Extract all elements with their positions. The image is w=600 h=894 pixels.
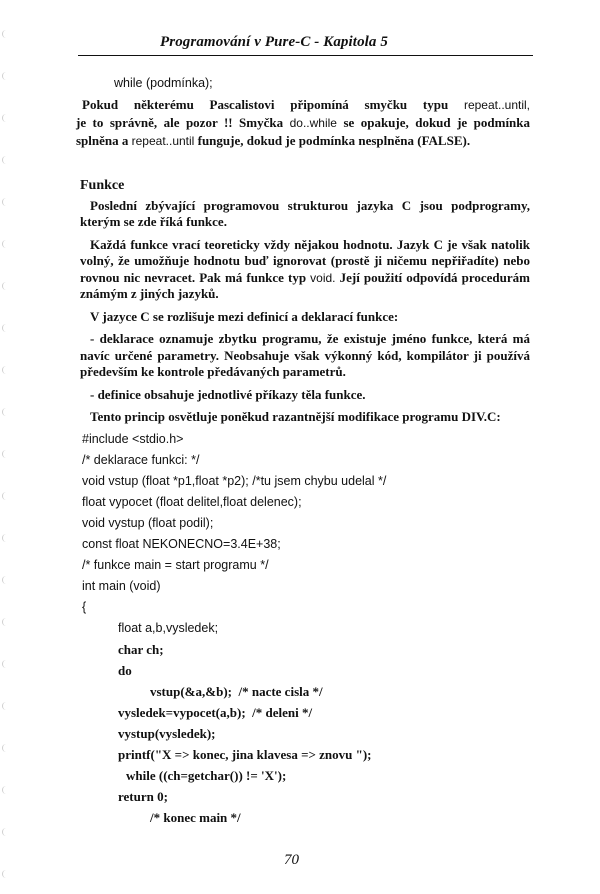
intro-line-2: je to správně, ale pozor !! Smyčka do..while se opakuje, dokud je podmínka	[76, 115, 531, 130]
paragraph-funkce-intro: Poslední zbývající programovou strukturou jazyka C jsou podprogramy, kterým se zde říká funkce.	[80, 197, 530, 229]
code-line: /* deklarace funkci: */	[82, 452, 200, 467]
code-line: float vypocet (float delitel,float delenec);	[82, 494, 302, 509]
code-line: printf("X => konec, jina klavesa => znovu ");	[118, 746, 372, 762]
code-line: /* konec main */	[150, 809, 241, 825]
code-line: {	[82, 599, 87, 614]
intro-line-3: splněna a repeat..until funguje, dokud je podmínka nesplněna (FALSE).	[76, 133, 471, 148]
code-line: char ch;	[118, 641, 164, 657]
code-line: return 0;	[118, 788, 168, 804]
code-line: void vystup (float podil);	[82, 515, 214, 530]
code-line: void vstup (float *p1,float *p2); /*tu jsem chybu udelal */	[82, 473, 387, 488]
paragraph-definition: - definice obsahuje jednotlivé příkazy těla funkce.	[90, 386, 366, 402]
code-line: float a,b,vysledek;	[118, 620, 219, 635]
intro-line-1: Pokud některému Pascalistovi připomíná smyčku typu repeat..until,	[82, 97, 530, 112]
code-line: do	[118, 662, 132, 678]
code-while-line: while (podmínka);	[114, 76, 213, 90]
page-number: 70	[284, 852, 299, 868]
code-listing	[82, 429, 530, 828]
code-line: #include <stdio.h>	[82, 431, 184, 446]
running-header: Programování v Pure-C - Kapitola 5	[160, 34, 388, 50]
page-content	[76, 74, 531, 828]
code-line: const float NEKONECNO=3.4E+38;	[82, 536, 281, 551]
intro-paragraph	[76, 96, 531, 150]
header-rule	[78, 55, 533, 56]
paragraph-definition-vs-declaration: V jazyce C se rozlišuje mezi definicí a deklarací funkce:	[90, 308, 399, 324]
paragraph-declaration: - deklarace oznamuje zbytku programu, že existuje jméno funkce, která má navíc určené parametry. Neobsahuje však výkonný kód, kompilátor ji používá především ke kontrole předávaných parametrů.	[80, 331, 530, 379]
section-heading: Funkce	[80, 178, 125, 193]
code-line: vystup(vysledek);	[118, 725, 216, 741]
paragraph-program-intro: Tento princip osvětluje poněkud razantnější modifikace programu DIV.C:	[90, 409, 501, 424]
code-line: vstup(&a,&b); /* nacte cisla */	[150, 683, 323, 699]
code-line: while ((ch=getchar()) != 'X');	[126, 767, 287, 783]
code-line: /* funkce main = start programu */	[82, 557, 269, 572]
paragraph-return-value: Každá funkce vrací teoreticky vždy nějakou hodnotu. Jazyk C je však natolik volný, že umožňuje hodnotu buď ignorovat (prostě ji ničemu nepřiřadíte) nebo rovnou nic nevracet. Pak má funkce typ void. Její použití odpovídá procedurám známým z jiných jazyků.	[80, 236, 530, 301]
code-line: vysledek=vypocet(a,b); /* deleni */	[118, 704, 313, 720]
code-line: int main (void)	[82, 578, 161, 593]
